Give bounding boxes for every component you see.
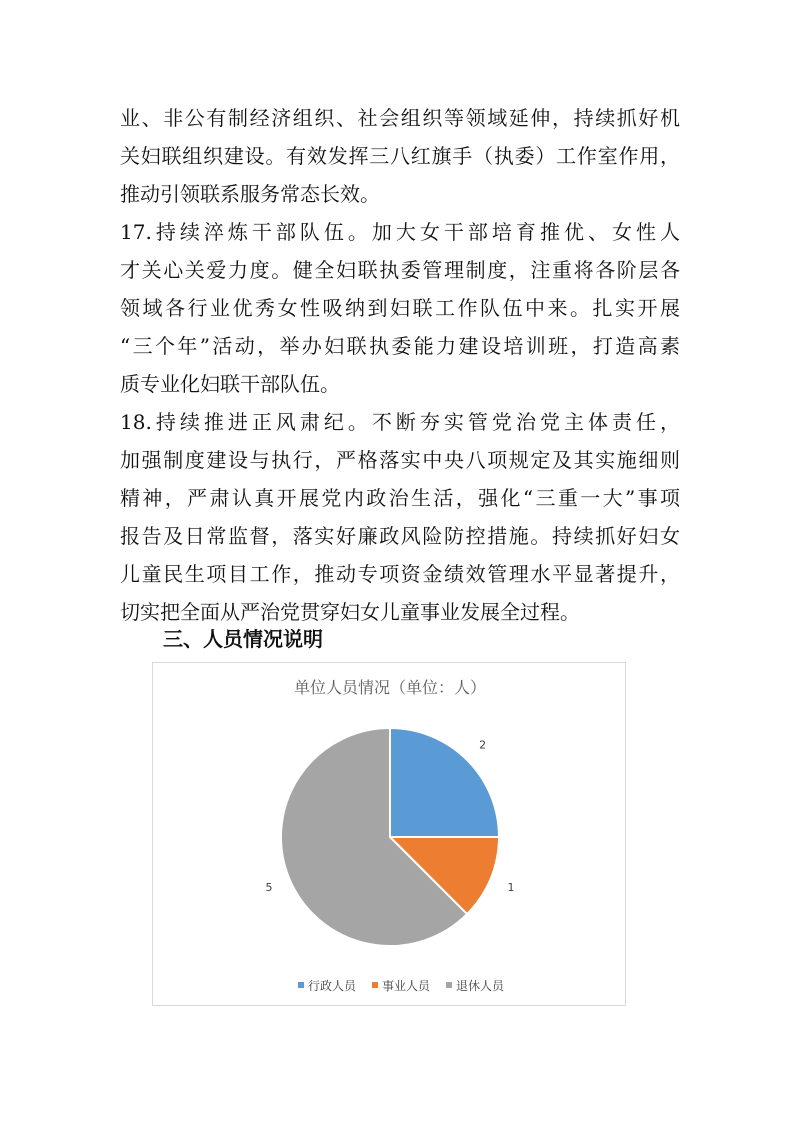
slice-data-label: 2 bbox=[479, 738, 487, 752]
paragraph-line: 领域各行业优秀女性吸纳到妇联工作队伍中来。扎实开展 bbox=[120, 296, 680, 320]
pie-chart-container bbox=[152, 662, 626, 1006]
legend-swatch bbox=[372, 982, 378, 988]
paragraph-line: “三个年”活动，举办妇联执委能力建设培训班，打造高素 bbox=[120, 334, 680, 358]
paragraph-line: 质专业化妇联干部队伍。 bbox=[120, 372, 340, 396]
legend-label: 退休人员 bbox=[456, 979, 505, 993]
paragraph-line: 加强制度建设与执行，严格落实中央八项规定及其实施细则 bbox=[120, 448, 680, 472]
paragraph-line: 切实把全面从严治党贯穿妇女儿童事业发展全过程。 bbox=[120, 600, 580, 624]
chart-title: 单位人员情况（单位：人） bbox=[293, 678, 487, 697]
paragraph-discipline bbox=[120, 403, 680, 631]
pie-chart bbox=[153, 663, 627, 1007]
legend-label: 事业人员 bbox=[382, 979, 431, 993]
paragraph-line: 业、非公有制经济组织、社会组织等领域延伸，持续抓好机 bbox=[120, 106, 680, 130]
paragraph-cadre-team bbox=[120, 213, 680, 403]
paragraph-org-building bbox=[120, 99, 680, 213]
paragraph-line: 推动引领联系服务常态长效。 bbox=[120, 182, 380, 206]
section-heading: 三、人员情况说明 bbox=[163, 627, 323, 651]
slice-data-label: 5 bbox=[265, 881, 273, 895]
slice-data-label: 1 bbox=[507, 881, 515, 895]
paragraph-line: 儿童民生项目工作，推动专项资金绩效管理水平显著提升， bbox=[120, 562, 680, 586]
legend-swatch bbox=[298, 982, 304, 988]
paragraph-line: 精神，严肃认真开展党内政治生活，强化“三重一大”事项 bbox=[120, 486, 680, 510]
paragraph-line: 关妇联组织建设。有效发挥三八红旗手（执委）工作室作用， bbox=[120, 144, 680, 168]
paragraph-line: 才关心关爱力度。健全妇联执委管理制度，注重将各阶层各 bbox=[120, 258, 680, 282]
paragraph-line: 报告及日常监督，落实好廉政风险防控措施。持续抓好妇女 bbox=[120, 524, 680, 548]
legend-label: 行政人员 bbox=[308, 979, 357, 993]
legend-swatch bbox=[446, 982, 452, 988]
paragraph-line: 18.持续推进正风肃纪。不断夯实管党治党主体责任， bbox=[120, 410, 680, 434]
paragraph-line: 17.持续淬炼干部队伍。加大女干部培育推优、女性人 bbox=[120, 220, 680, 244]
